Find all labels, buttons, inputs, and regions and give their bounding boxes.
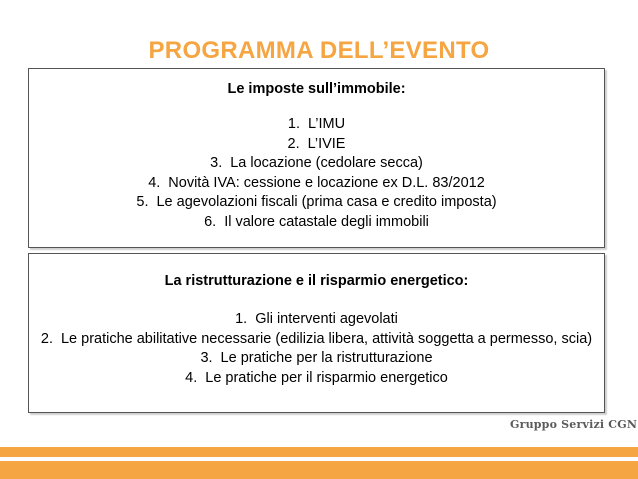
renovation-list <box>29 310 604 388</box>
list-item <box>29 349 604 369</box>
list-item <box>29 174 604 194</box>
taxes-section-heading: Le imposte sull’immobile: <box>227 81 406 97</box>
item-number: 3. <box>200 350 213 366</box>
item-number: 1. <box>287 116 300 132</box>
item-number: 2. <box>40 330 53 347</box>
list-item <box>29 330 604 350</box>
item-number: 1. <box>235 311 248 327</box>
footer-bar-bottom <box>0 461 638 479</box>
slide-title: PROGRAMMA DELL’EVENTO <box>148 37 490 64</box>
item-number: 2. <box>287 135 300 152</box>
item-text: Il valore catastale degli immobili <box>224 213 429 230</box>
renovation-section-heading: La ristrutturazione e il risparmio energetico: <box>164 273 469 289</box>
company-logo: Gruppo Servizi CGN <box>510 418 638 431</box>
list-item <box>29 154 604 174</box>
taxes-list <box>29 115 604 232</box>
item-number: 4. <box>148 174 161 191</box>
item-text: L’IVIE <box>307 135 346 152</box>
list-item <box>29 369 604 389</box>
item-text: Le pratiche abilitative necessarie (edilizia libera, attività soggetta a permesso, scia) <box>60 330 593 347</box>
list-item <box>29 135 604 155</box>
item-number: 6. <box>204 213 217 230</box>
renovation-section-box <box>28 253 605 413</box>
list-item <box>29 213 604 233</box>
list-item <box>29 115 604 135</box>
item-text: Novità IVA: cessione e locazione ex D.L. 83/2012 <box>168 174 485 191</box>
taxes-section-box <box>28 68 605 248</box>
footer-bar-top <box>0 447 638 457</box>
item-text: L’IMU <box>308 116 346 132</box>
list-item <box>29 310 604 330</box>
item-number: 5. <box>136 194 149 210</box>
item-number: 3. <box>210 155 223 171</box>
item-text: Le pratiche per il risparmio energetico <box>205 369 448 386</box>
item-text: Gli interventi agevolati <box>255 311 398 327</box>
item-text: La locazione (cedolare secca) <box>230 155 423 171</box>
item-text: Le agevolazioni fiscali (prima casa e credito imposta) <box>156 194 497 210</box>
list-item <box>29 193 604 213</box>
item-number: 4. <box>185 369 198 386</box>
item-text: Le pratiche per la ristrutturazione <box>220 350 433 366</box>
